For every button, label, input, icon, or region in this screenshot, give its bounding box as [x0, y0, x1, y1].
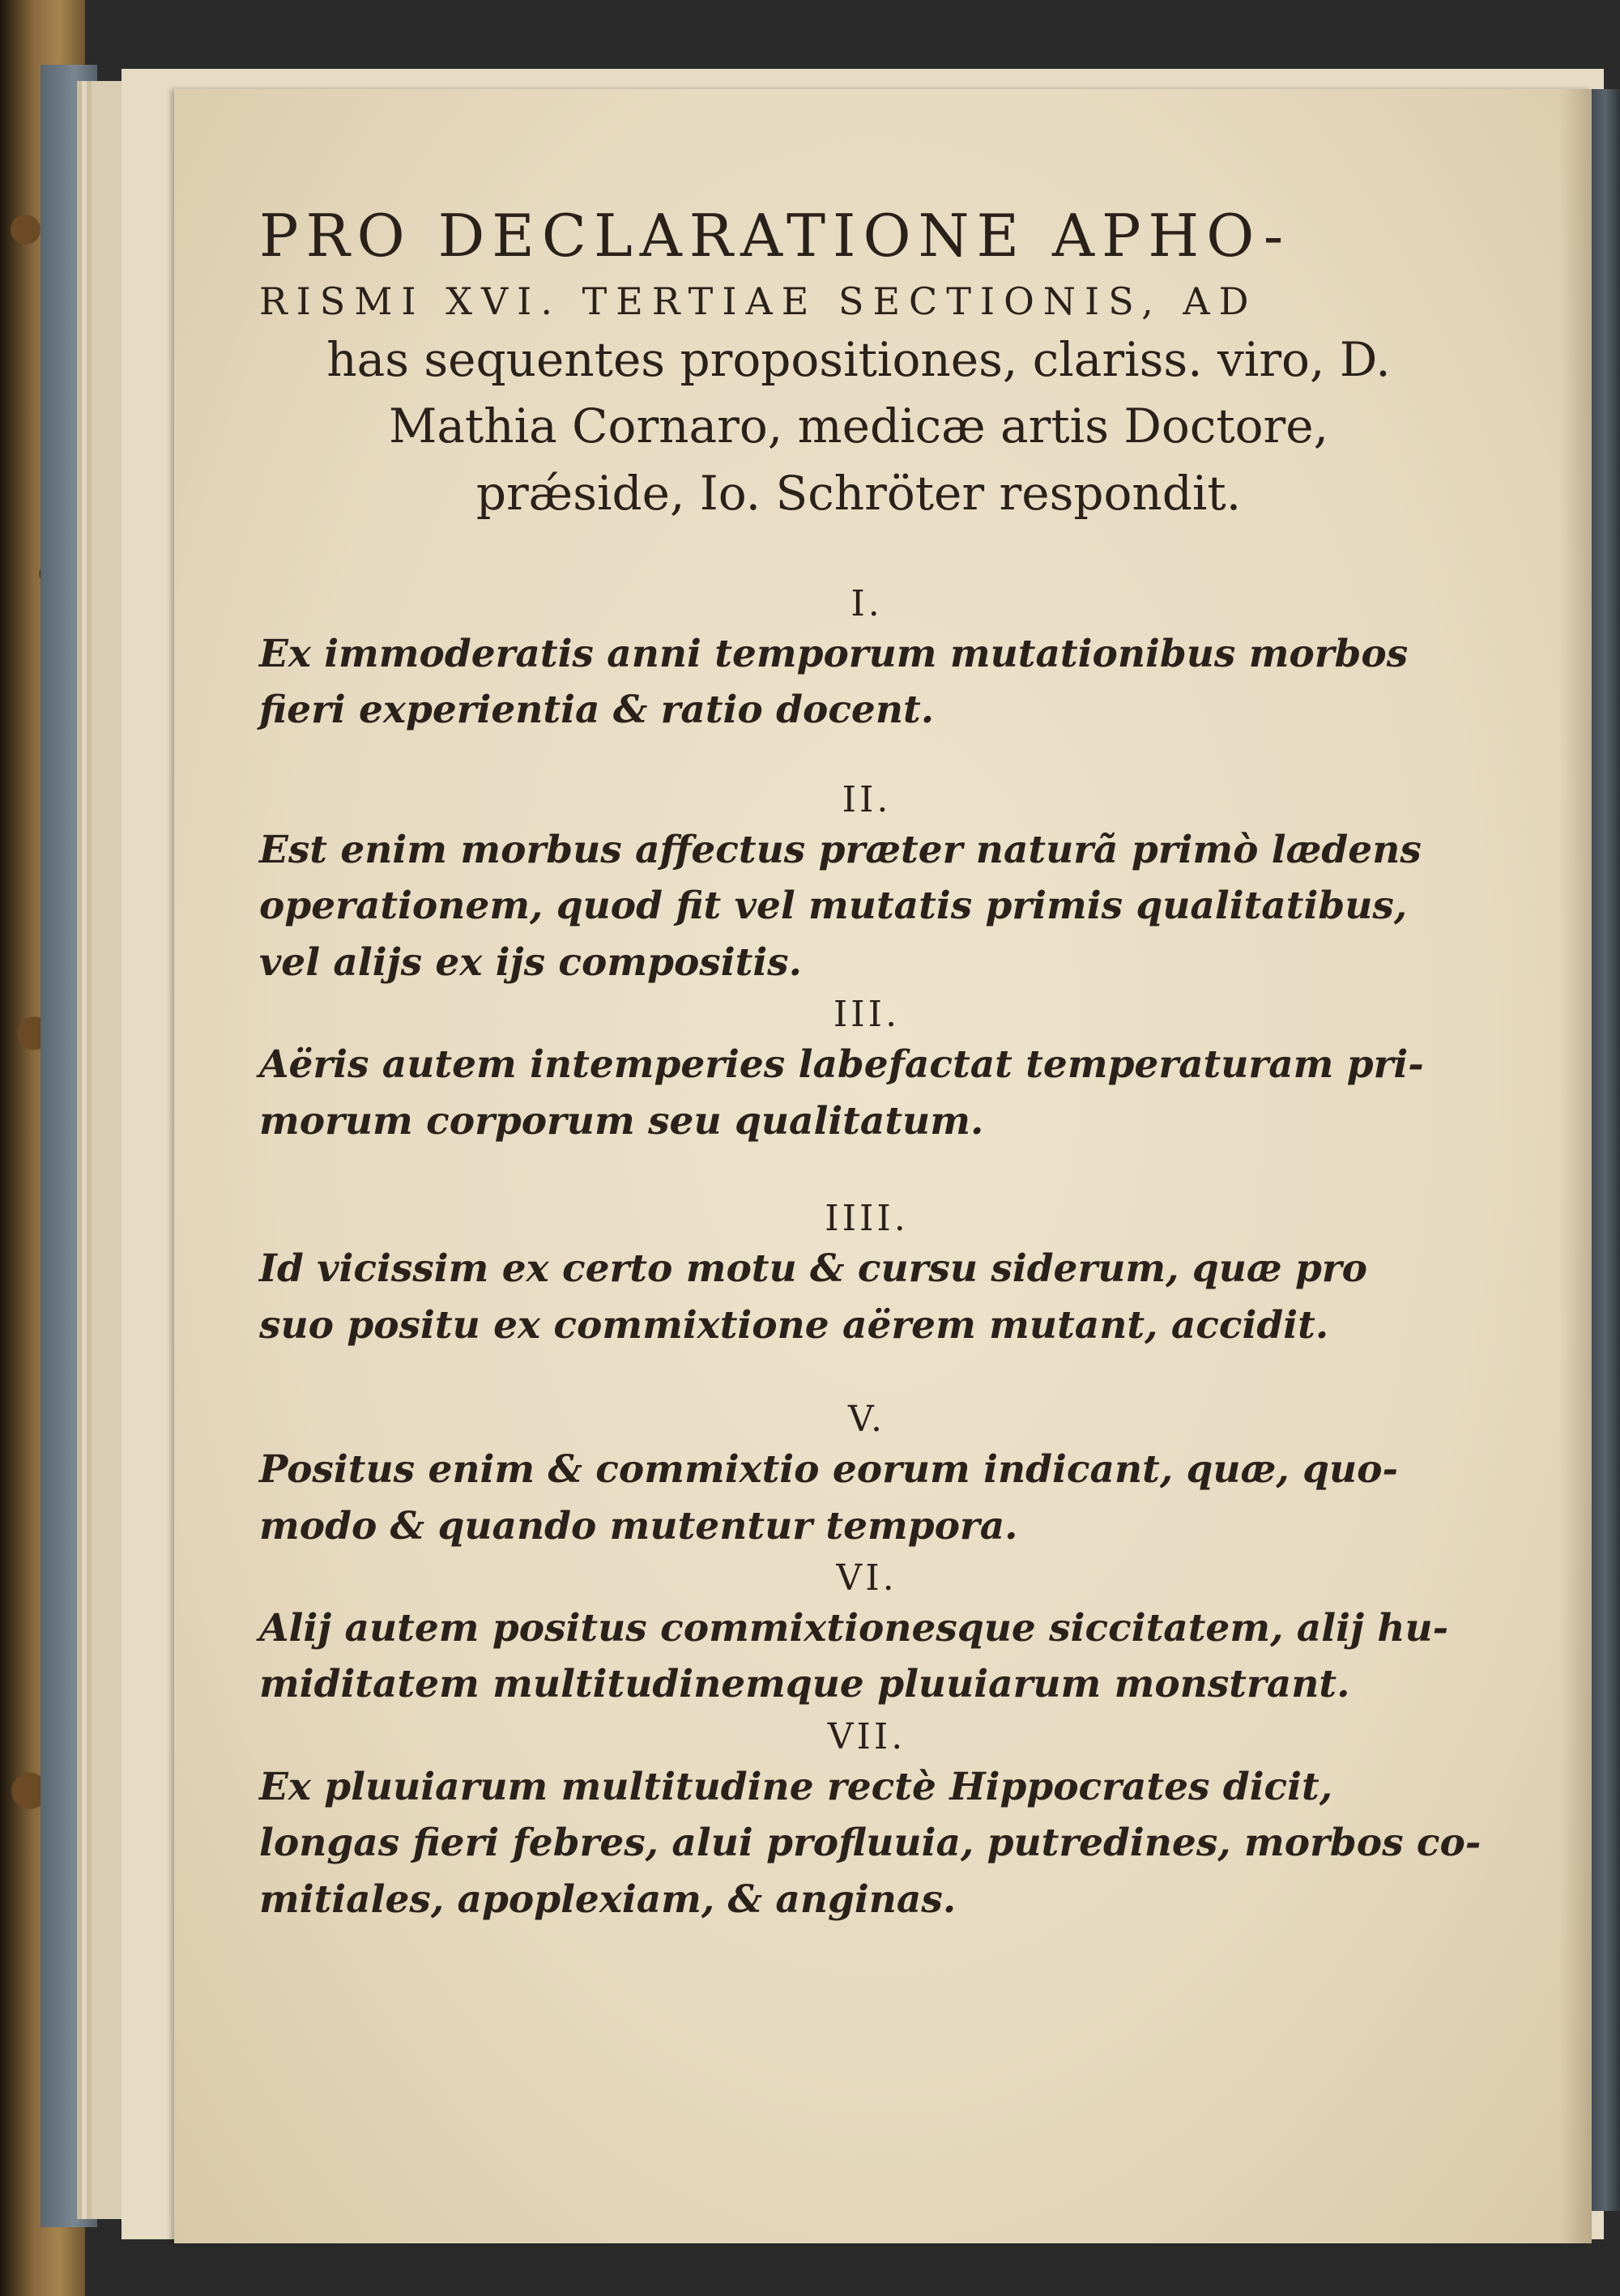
proposition-numeral: IIII. [825, 1198, 909, 1240]
proposition-line: modo & quando mutentur tempora. [259, 1503, 1018, 1548]
proposition-line: mitiales, apoplexiam, & anginas. [259, 1876, 957, 1922]
proposition-line: Ex immoderatis anni temporum mutationibus morbos [259, 631, 1409, 676]
title-line-3: has sequentes propositiones, clariss. viro, D. [326, 332, 1391, 387]
proposition-line: Id vicissim ex certo motu & cursu siderum, quæ pro [259, 1246, 1368, 1292]
proposition-line: Positus enim & commixtio eorum indicant, quæ, quo- [259, 1446, 1398, 1492]
page-text [259, 202, 1507, 1928]
proposition-line: operationem, quod fit vel mutatis primis qualitatibus, [259, 884, 1408, 929]
title-line-5: prǽside, Io. Schröter respondit. [475, 465, 1242, 521]
page-gutter-shadow [1559, 89, 1592, 2243]
proposition-line: morum corporum seu qualitatum. [259, 1098, 984, 1144]
proposition-numeral: VI. [836, 1557, 897, 1600]
proposition-line: fieri experientia & ratio docent. [259, 688, 935, 733]
proposition-numeral: I. [850, 583, 883, 625]
proposition-line: vel alijs ex ijs compositis. [259, 939, 803, 985]
proposition-numeral: VII. [827, 1715, 906, 1757]
proposition-numeral: III. [833, 994, 901, 1036]
proposition-line: miditatem multitudinemque pluuiarum monstrant. [259, 1662, 1350, 1707]
proposition-numeral: II. [842, 778, 892, 820]
title-line-4: Mathia Cornaro, medicæ artis Doctore, [388, 398, 1329, 454]
proposition-line: Est enim morbus affectus præter naturã primò lædens [259, 827, 1422, 872]
proposition-line: Alij autem positus commixtionesque siccitatem, alij hu- [259, 1605, 1449, 1651]
proposition-numeral: V. [847, 1399, 886, 1441]
proposition-line: Ex pluuiarum multitudine rectè Hippocrates dicit, [259, 1764, 1333, 1809]
proposition-line: Aëris autem intemperies labefactat temperaturam pri- [259, 1042, 1424, 1088]
title-line-1: PRO DECLARATIONE APHO- [259, 202, 1291, 270]
proposition-line: longas fieri febres, alui profluuia, putredines, morbos co- [259, 1821, 1481, 1866]
proposition-line: suo positu ex commixtione aërem mutant, accidit. [259, 1302, 1329, 1348]
title-line-2: RISMI XVI. TERTIAE SECTIONIS, AD [259, 279, 1258, 323]
